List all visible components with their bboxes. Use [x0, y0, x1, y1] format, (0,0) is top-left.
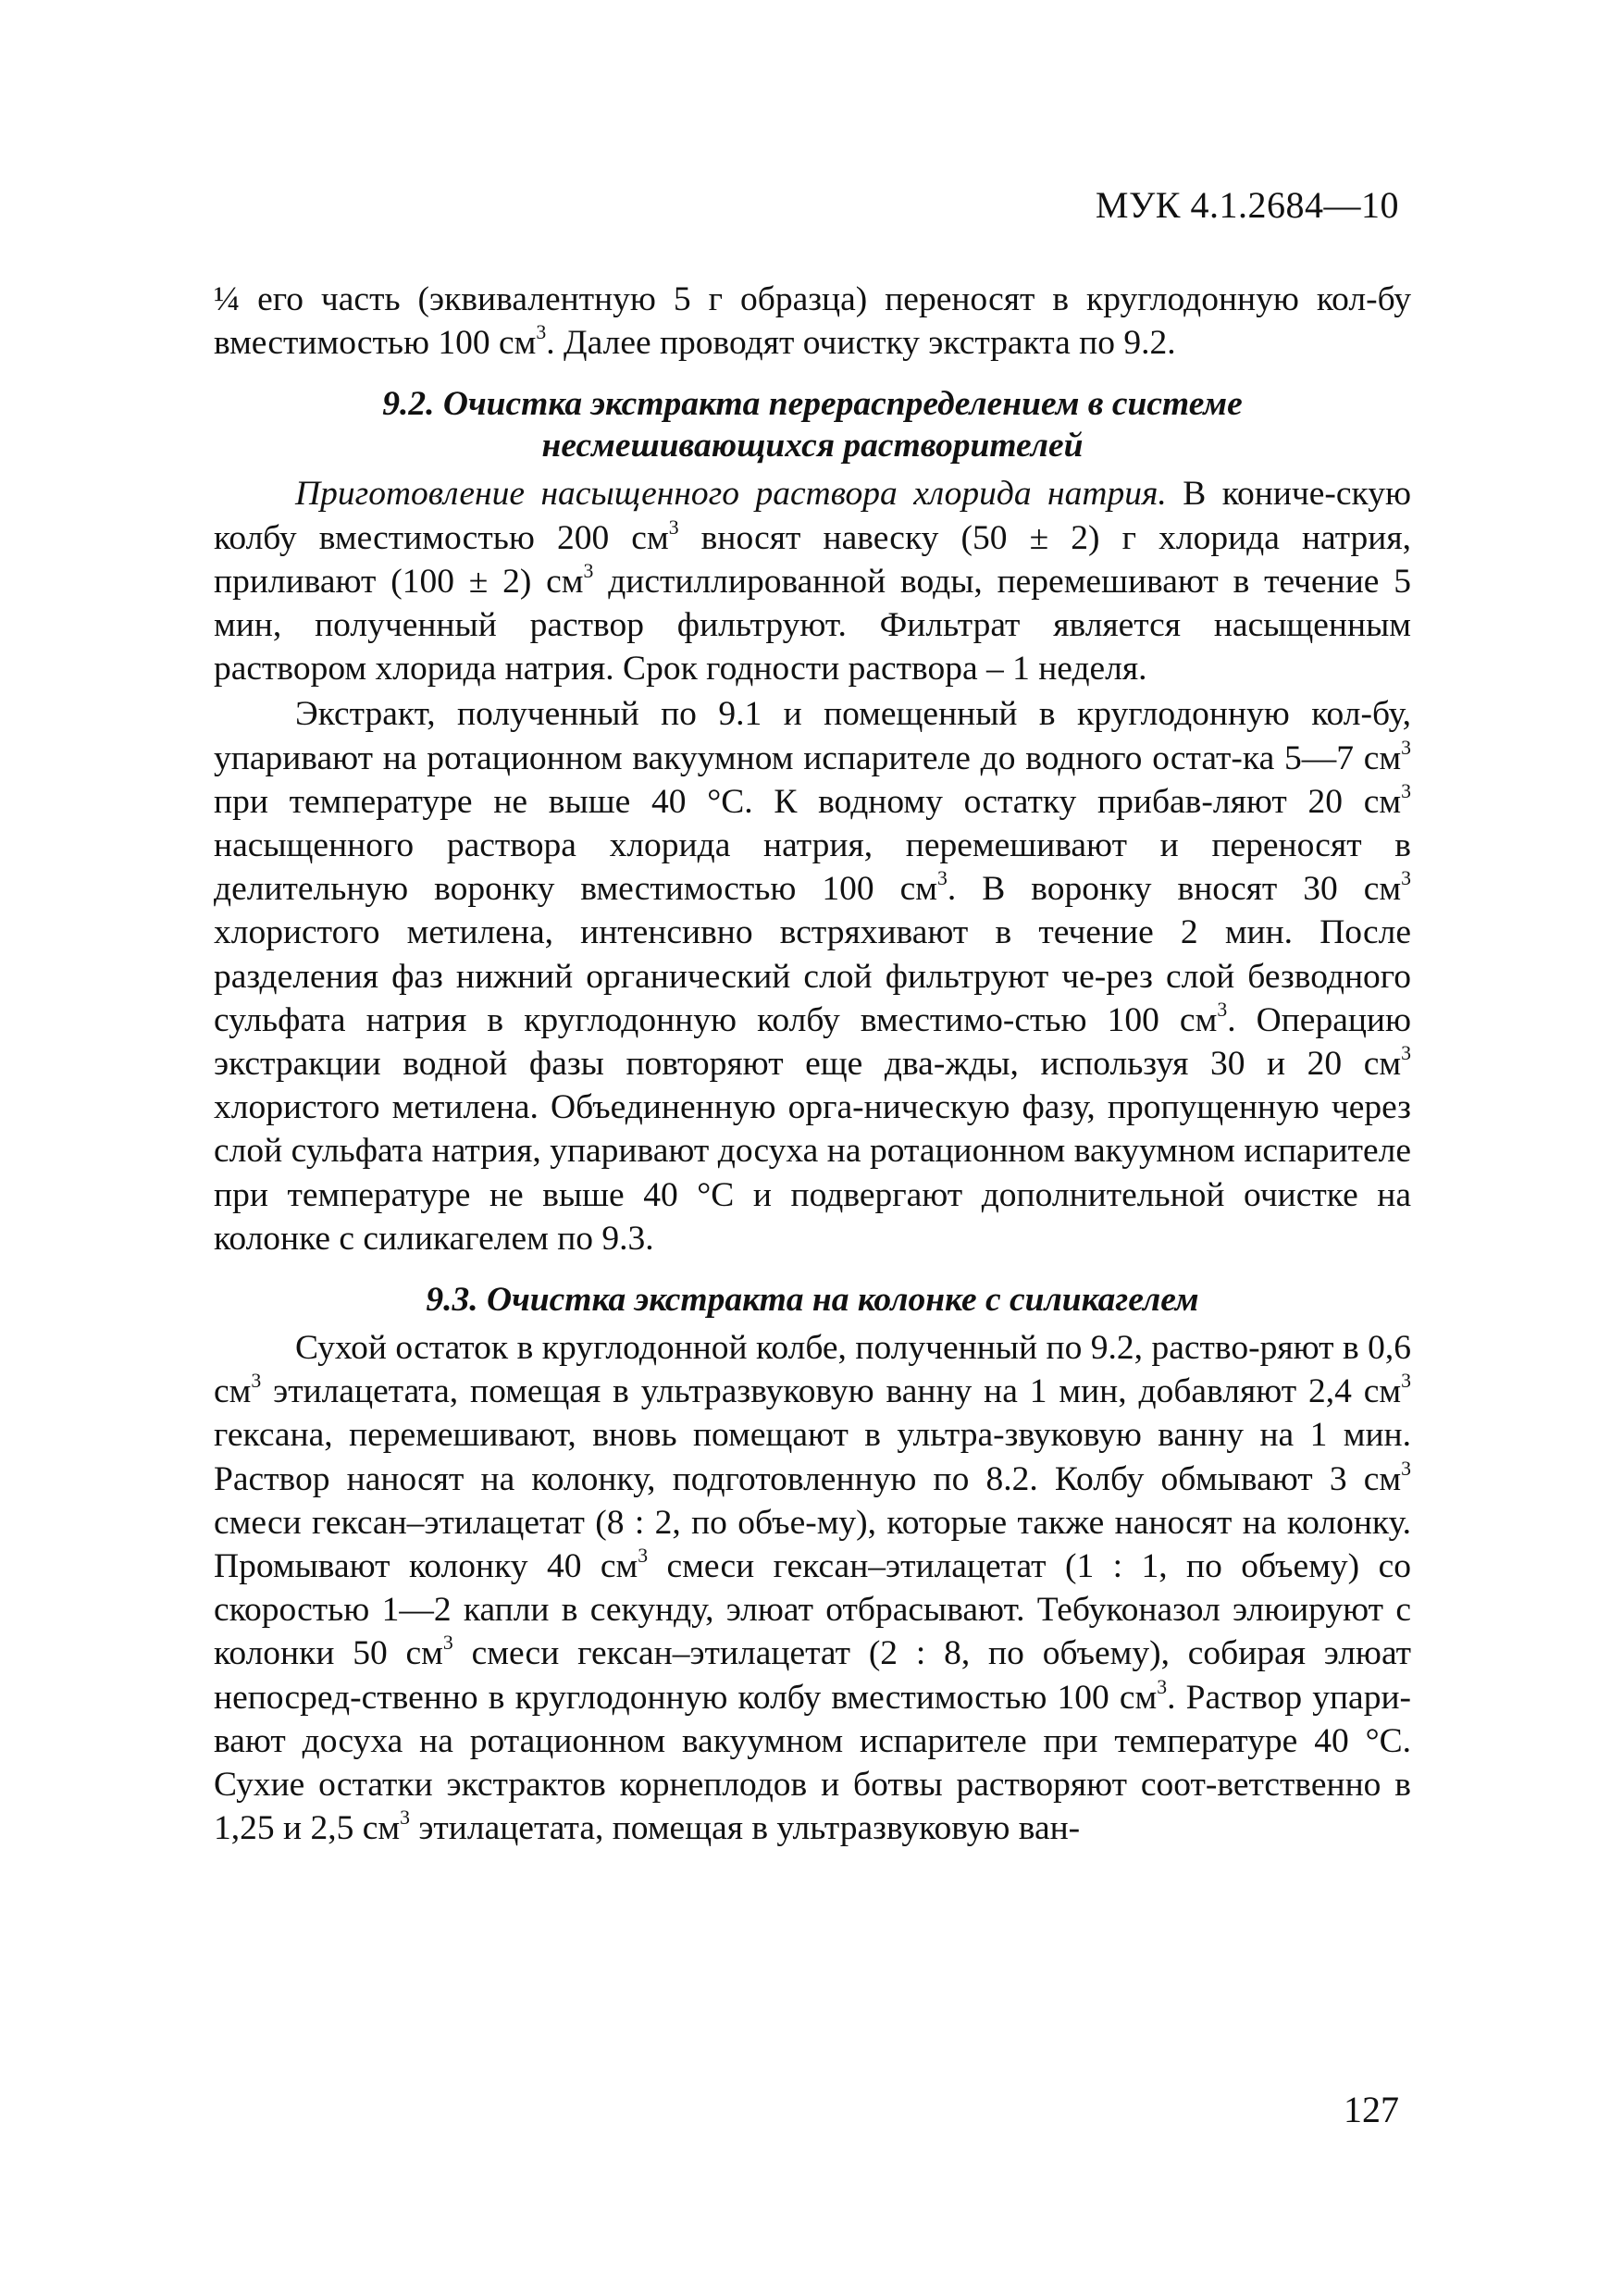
section-heading-9-2: 9.2. Очистка экстракта перераспределением в системе несмешивающихся растворителей: [382, 385, 1243, 465]
document-code-header: МУК 4.1.2684—10: [1095, 184, 1399, 226]
paragraph-extract-partition: Экстракт, полученный по 9.1 и помещенный в круглодонную кол-бу, упаривают на ротационном вакуумном испарителе до водного остат-ка 5—7 $см^3$ при температуре не выше 40 °С. К водному остатку прибав-ляют 20 $см^3$ насыщенного раствора хлорида натрия, перемешивают и переносят в делительную воронку вместимостью 100 $см^3$. В воронку вносят 30 $см^3$ хлористого метилена, интенсивно встряхивают в течение 2 мин. После разделения фаз нижний органический слой фильтруют че-рез слой безводного сульфата натрия в круглодонную колбу вместимо-стью 100 $см^3$. Операцию экстракции водной фазы повторяют еще два-жды, используя 30 и 20 $см^3$ хлористого метилена. Объединенную орга-ническую фазу, пропущенную через слой сульфата натрия, упаривают досуха на ротационном вакуумном испарителе при температуре не выше 40 °С и подвергают дополнительной очистке на колонке с силикагелем по 9.3.: [214, 695, 1412, 1258]
paragraph-silica-column: Сухой остаток в круглодонной колбе, полученный по 9.2, раство-ряют в 0,6 $см^3$ этилацетата, помещая в ультразвуковую ванну на 1 мин, добавляют 2,4 $см^3$ гексана, перемешивают, вновь помещают в ультра-звуковую ванну на 1 мин. Раствор наносят на колонку, подготовленную по 8.2. Колбу обмывают 3 $см^3$ смеси гексан–этилацетат (8 : 2, по объе-му), которые также наносят на колонку. Промывают колонку 40 $см^3$ смеси гексан–этилацетат (1 : 1, по объему) со скоростью 1—2 капли в секунду, элюат отбрасывают. Тебуконазол элюируют с колонки 50 $см^3$ смеси гексан–этилацетат (2 : 8, по объему), собирая элюат непосред-ственно в круглодонную колбу вместимостью 100 $см^3$. Раствор упари-вают досуха на ротационном вакуумном испарителе при температуре 40 °С. Сухие остатки экстрактов корнеплодов и ботвы растворяют соот-ветственно в 1,25 и 2,5 $см^3$ этилацетата, помещая в ультразвуковую ван-: [214, 1329, 1411, 1848]
page-number: 127: [1344, 2089, 1399, 2130]
paragraph-continuation: ¼ его часть (эквивалентную 5 г образца) переносят в круглодонную кол-бу вместимостью 100 $см^3$. Далее проводят очистку экстракта по 9.2.: [214, 280, 1411, 363]
body-text: [214, 278, 1411, 1851]
section-heading-9-3: 9.3. Очистка экстракта на колонке с силикагелем: [426, 1281, 1199, 1320]
paragraph-nacl-solution: Приготовление насыщенного раствора хлорида натрия. В кониче-скую колбу вместимостью 200 $см^3$ вносят навеску (50 ± 2) г хлорида натрия, приливают (100 ± 2) $см^3$ дистиллированной воды, перемешивают в течение 5 мин, полученный раствор фильтруют. Фильтрат является насыщенным раствором хлорида натрия. Срок годности раствора – 1 неделя.: [214, 475, 1411, 689]
